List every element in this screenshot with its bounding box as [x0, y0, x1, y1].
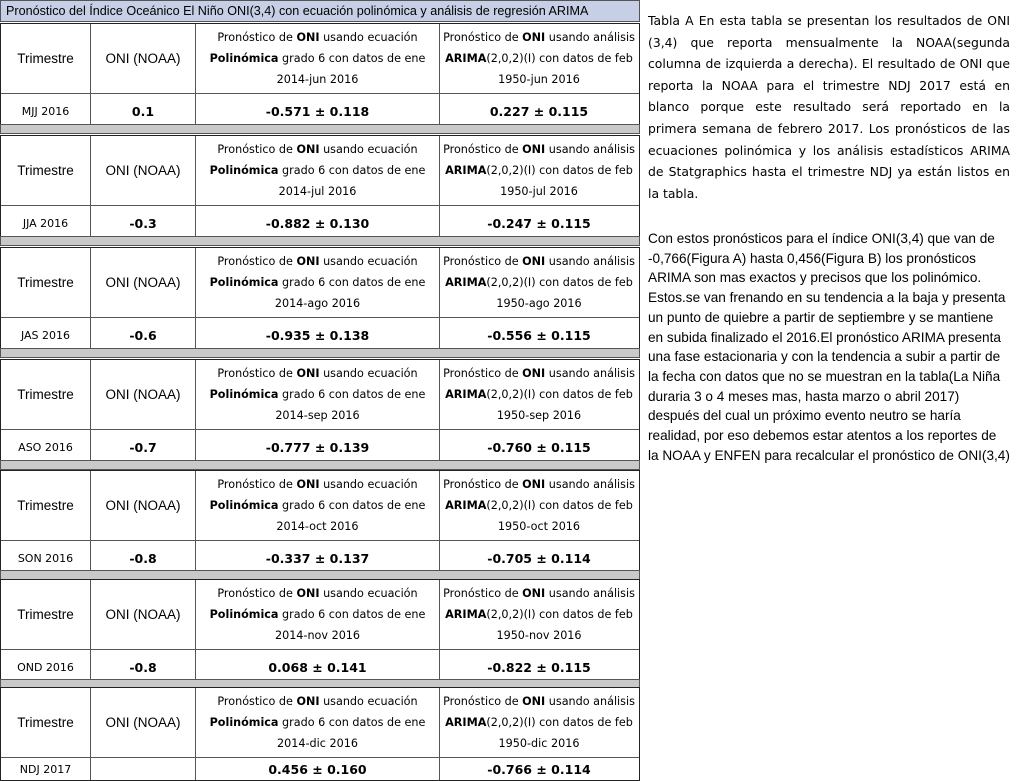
header-trimestre: Trimestre	[1, 688, 91, 757]
header-arima-forecast	[440, 360, 638, 429]
forecast-block	[0, 687, 640, 781]
header-text-part: Pronóstico de	[217, 695, 297, 708]
header-text-part: Polinómica	[209, 164, 279, 177]
header-text-part: grado 6 con datos de ene 2014-jun 2016	[276, 52, 426, 86]
polynomial-value-cell: -0.777 ± 0.139	[196, 430, 440, 464]
data-row	[1, 318, 639, 352]
header-text-part: grado 6 con datos de ene 2014-jul 2016	[278, 164, 426, 198]
data-row	[1, 94, 639, 128]
header-text-part: usando análisis	[545, 367, 635, 380]
header-text-part: Pronóstico de	[217, 367, 297, 380]
header-text-part: grado 6 con datos de ene 2014-dic 2016	[277, 716, 426, 750]
oni-value-cell: -0.3	[91, 206, 196, 240]
header-trimestre: Trimestre	[1, 24, 91, 93]
header-polynomial-forecast	[196, 136, 440, 205]
header-oni-noaa: ONI (NOAA)	[91, 248, 196, 317]
data-row	[1, 758, 639, 780]
header-text-part: grado 6 con datos de ene 2014-oct 2016	[276, 499, 426, 533]
header-text-part: Pronóstico de	[443, 478, 523, 491]
oni-value-cell: -0.7	[91, 430, 196, 464]
header-text-part: Pronóstico de	[443, 31, 523, 44]
header-text-part: usando análisis	[545, 31, 635, 44]
header-text-part: grado 6 con datos de ene 2014-sep 2016	[275, 388, 426, 422]
header-text-part: (2,0,2)(I) con datos de feb 1950-jul 2016	[486, 164, 633, 198]
trimestre-cell: MJJ 2016	[1, 94, 91, 128]
header-oni-noaa: ONI (NOAA)	[91, 360, 196, 429]
header-text-part: ONI	[296, 587, 320, 600]
arima-value-cell: -0.760 ± 0.115	[487, 439, 591, 455]
header-trimestre: Trimestre	[1, 136, 91, 205]
polynomial-value-cell: -0.882 ± 0.130	[196, 206, 440, 240]
header-text-part: (2,0,2)(I) con datos de feb 1950-dic 2016	[486, 716, 633, 750]
header-text-part: ONI	[522, 478, 546, 491]
table-title: Pronóstico del Índice Oceánico El Niño ONI(3,4) con ecuación polinómica y análisis de regresión ARIMA	[0, 0, 640, 22]
header-oni-noaa: ONI (NOAA)	[91, 136, 196, 205]
header-arima-forecast	[440, 471, 638, 540]
oni-value-cell: 0.1	[91, 94, 196, 128]
block-separator	[0, 348, 640, 358]
forecast-commentary: Con estos pronósticos para el índice ONI(3,4) que van de -0,766(Figura A) hasta 0,456(Figura B) los pronósticos ARIMA son mas exactos y precisos que los polinómico. Estos.se van frenando en su tendencia a la baja y presenta un punto de quiebre a partir de septiembre y se mantiene en subida finalizado el 2016.El pronóstico ARIMA presenta una fase estacionaria y con la tendencia a subir a partir de la fecha con datos que no se muestran en la tabla(La Niña duraria 3 o 4 meses mas, hasta marzo o abril 2017) después del cual un próximo evento neutro se haría realidad, por eso debemos estar atentos a los reportes de la NOAA y ENFEN para recalcular el pronóstico de ONI(3,4)	[648, 231, 1010, 463]
header-text-part: (2,0,2)(I) con datos de feb 1950-ago 2016	[486, 276, 633, 310]
header-text-part: ARIMA	[445, 52, 487, 65]
header-text-part: usando análisis	[545, 587, 635, 600]
header-row	[1, 24, 639, 94]
header-text-part: (2,0,2)(I) con datos de feb 1950-oct 2016	[486, 499, 633, 533]
header-text-part: ONI	[522, 143, 546, 156]
header-text-part: usando ecuación	[319, 587, 418, 600]
data-row	[1, 206, 639, 240]
header-text-part: usando ecuación	[319, 143, 418, 156]
header-text-part: ONI	[522, 255, 546, 268]
header-polynomial-forecast	[196, 248, 440, 317]
header-row	[1, 688, 639, 758]
block-separator	[0, 236, 640, 246]
header-text-part: ARIMA	[445, 276, 487, 289]
header-row	[1, 360, 639, 430]
header-text-part: Pronóstico de	[217, 31, 297, 44]
header-text-part: usando ecuación	[319, 31, 418, 44]
header-text-part: Pronóstico de	[217, 587, 297, 600]
header-trimestre: Trimestre	[1, 360, 91, 429]
header-text-part: grado 6 con datos de ene 2014-nov 2016	[274, 608, 426, 642]
block-separator	[0, 124, 640, 134]
trimestre-cell: OND 2016	[1, 650, 91, 684]
header-trimestre: Trimestre	[1, 471, 91, 540]
block-separator	[0, 460, 640, 470]
header-arima-forecast	[440, 688, 638, 757]
arima-value-cell: 0.227 ± 0.115	[489, 103, 589, 119]
oni-value-cell: -0.6	[91, 318, 196, 352]
header-text-part: Polinómica	[209, 499, 279, 512]
header-text-part: Pronóstico de	[217, 255, 297, 268]
header-oni-noaa: ONI (NOAA)	[91, 580, 196, 649]
header-row	[1, 136, 639, 206]
header-text-part: ONI	[296, 31, 320, 44]
arima-value-cell: -0.705 ± 0.114	[487, 550, 591, 566]
header-text-part: ONI	[296, 255, 320, 268]
data-row	[1, 430, 639, 464]
header-row	[1, 580, 639, 650]
arima-value-cell: -0.556 ± 0.115	[487, 327, 591, 343]
trimestre-cell: ASO 2016	[1, 430, 91, 464]
trimestre-cell: NDJ 2017	[1, 758, 91, 780]
header-text-part: Polinómica	[209, 388, 279, 401]
header-polynomial-forecast	[196, 688, 440, 757]
header-oni-noaa: ONI (NOAA)	[91, 24, 196, 93]
header-text-part: Polinómica	[209, 276, 279, 289]
oni-value-cell: -0.8	[91, 541, 196, 575]
forecast-block	[0, 470, 640, 576]
header-text-part: usando ecuación	[319, 255, 418, 268]
forecast-block	[0, 359, 640, 465]
header-text-part: usando análisis	[545, 695, 635, 708]
header-text-part: (2,0,2)(I) con datos de feb 1950-nov 2016	[486, 608, 633, 642]
oni-value-cell: -0.8	[91, 650, 196, 684]
polynomial-value-cell: 0.456 ± 0.160	[196, 758, 440, 780]
forecast-block	[0, 579, 640, 685]
header-text-part: ARIMA	[445, 499, 487, 512]
header-text-part: ONI	[522, 367, 546, 380]
polynomial-value-cell: 0.068 ± 0.141	[196, 650, 440, 684]
polynomial-value-cell: -0.571 ± 0.118	[196, 94, 440, 128]
forecast-block	[0, 23, 640, 129]
forecast-block	[0, 247, 640, 353]
header-text-part: ONI	[296, 478, 320, 491]
header-text-part: usando ecuación	[319, 478, 418, 491]
trimestre-cell: JAS 2016	[1, 318, 91, 352]
header-text-part: Pronóstico de	[443, 255, 523, 268]
header-text-part: usando análisis	[545, 255, 635, 268]
oni-value-cell	[91, 758, 196, 780]
header-text-part: ARIMA	[445, 388, 487, 401]
header-polynomial-forecast	[196, 471, 440, 540]
header-text-part: ONI	[522, 587, 546, 600]
header-text-part: ARIMA	[445, 164, 487, 177]
header-polynomial-forecast	[196, 360, 440, 429]
table-caption: Tabla A En esta tabla se presentan los resultados de ONI (3,4) que reporta mensualmente la NOAA(segunda columna de izquierda a derecha). El resultado de ONI que reporta la NOAA para el trimestre NDJ 2017 está en blanco porque este resultado será reportado en la primera semana de febrero 2017. Los pronósticos de las ecuaciones polinómica y los análisis estadísticos ARIMA de Statgraphics hasta el trimestre NDJ ya están listos en la tabla.	[648, 13, 1010, 201]
header-text-part: ONI	[296, 367, 320, 380]
header-arima-forecast	[440, 24, 638, 93]
arima-value-cell: -0.766 ± 0.114	[487, 761, 591, 777]
header-text-part: grado 6 con datos de ene 2014-ago 2016	[274, 276, 426, 310]
header-text-part: Polinómica	[209, 608, 279, 621]
header-trimestre: Trimestre	[1, 248, 91, 317]
header-text-part: ONI	[522, 695, 546, 708]
header-text-part: usando ecuación	[319, 367, 418, 380]
arima-value-cell: -0.822 ± 0.115	[487, 659, 591, 675]
header-text-part: (2,0,2)(I) con datos de feb 1950-sep 2016	[486, 388, 633, 422]
header-text-part: ONI	[522, 31, 546, 44]
header-text-part: usando ecuación	[319, 695, 418, 708]
header-text-part: Pronóstico de	[217, 143, 297, 156]
header-arima-forecast	[440, 248, 638, 317]
forecast-block	[0, 135, 640, 241]
header-text-part: (2,0,2)(I) con datos de feb 1950-jun 2016	[486, 52, 633, 86]
header-text-part: ONI	[296, 695, 320, 708]
header-text-part: Pronóstico de	[443, 695, 523, 708]
polynomial-value-cell: -0.337 ± 0.137	[196, 541, 440, 575]
header-text-part: Pronóstico de	[443, 587, 523, 600]
header-text-part: ARIMA	[445, 608, 487, 621]
header-arima-forecast	[440, 136, 638, 205]
header-text-part: ONI	[296, 143, 320, 156]
trimestre-cell: JJA 2016	[1, 206, 91, 240]
header-text-part: Pronóstico de	[443, 367, 523, 380]
header-text-part: ARIMA	[445, 716, 487, 729]
header-text-part: Pronóstico de	[443, 143, 523, 156]
header-text-part: Polinómica	[209, 52, 279, 65]
header-text-part: usando análisis	[545, 478, 635, 491]
header-trimestre: Trimestre	[1, 580, 91, 649]
header-text-part: usando análisis	[545, 143, 635, 156]
header-row	[1, 471, 639, 541]
header-row	[1, 248, 639, 318]
arima-value-cell: -0.247 ± 0.115	[487, 215, 591, 231]
header-oni-noaa: ONI (NOAA)	[91, 688, 196, 757]
header-polynomial-forecast	[196, 24, 440, 93]
header-polynomial-forecast	[196, 580, 440, 649]
trimestre-cell: SON 2016	[1, 541, 91, 575]
header-oni-noaa: ONI (NOAA)	[91, 471, 196, 540]
header-text-part: Polinómica	[209, 716, 279, 729]
polynomial-value-cell: -0.935 ± 0.138	[196, 318, 440, 352]
header-text-part: Pronóstico de	[217, 478, 297, 491]
header-arima-forecast	[440, 580, 638, 649]
